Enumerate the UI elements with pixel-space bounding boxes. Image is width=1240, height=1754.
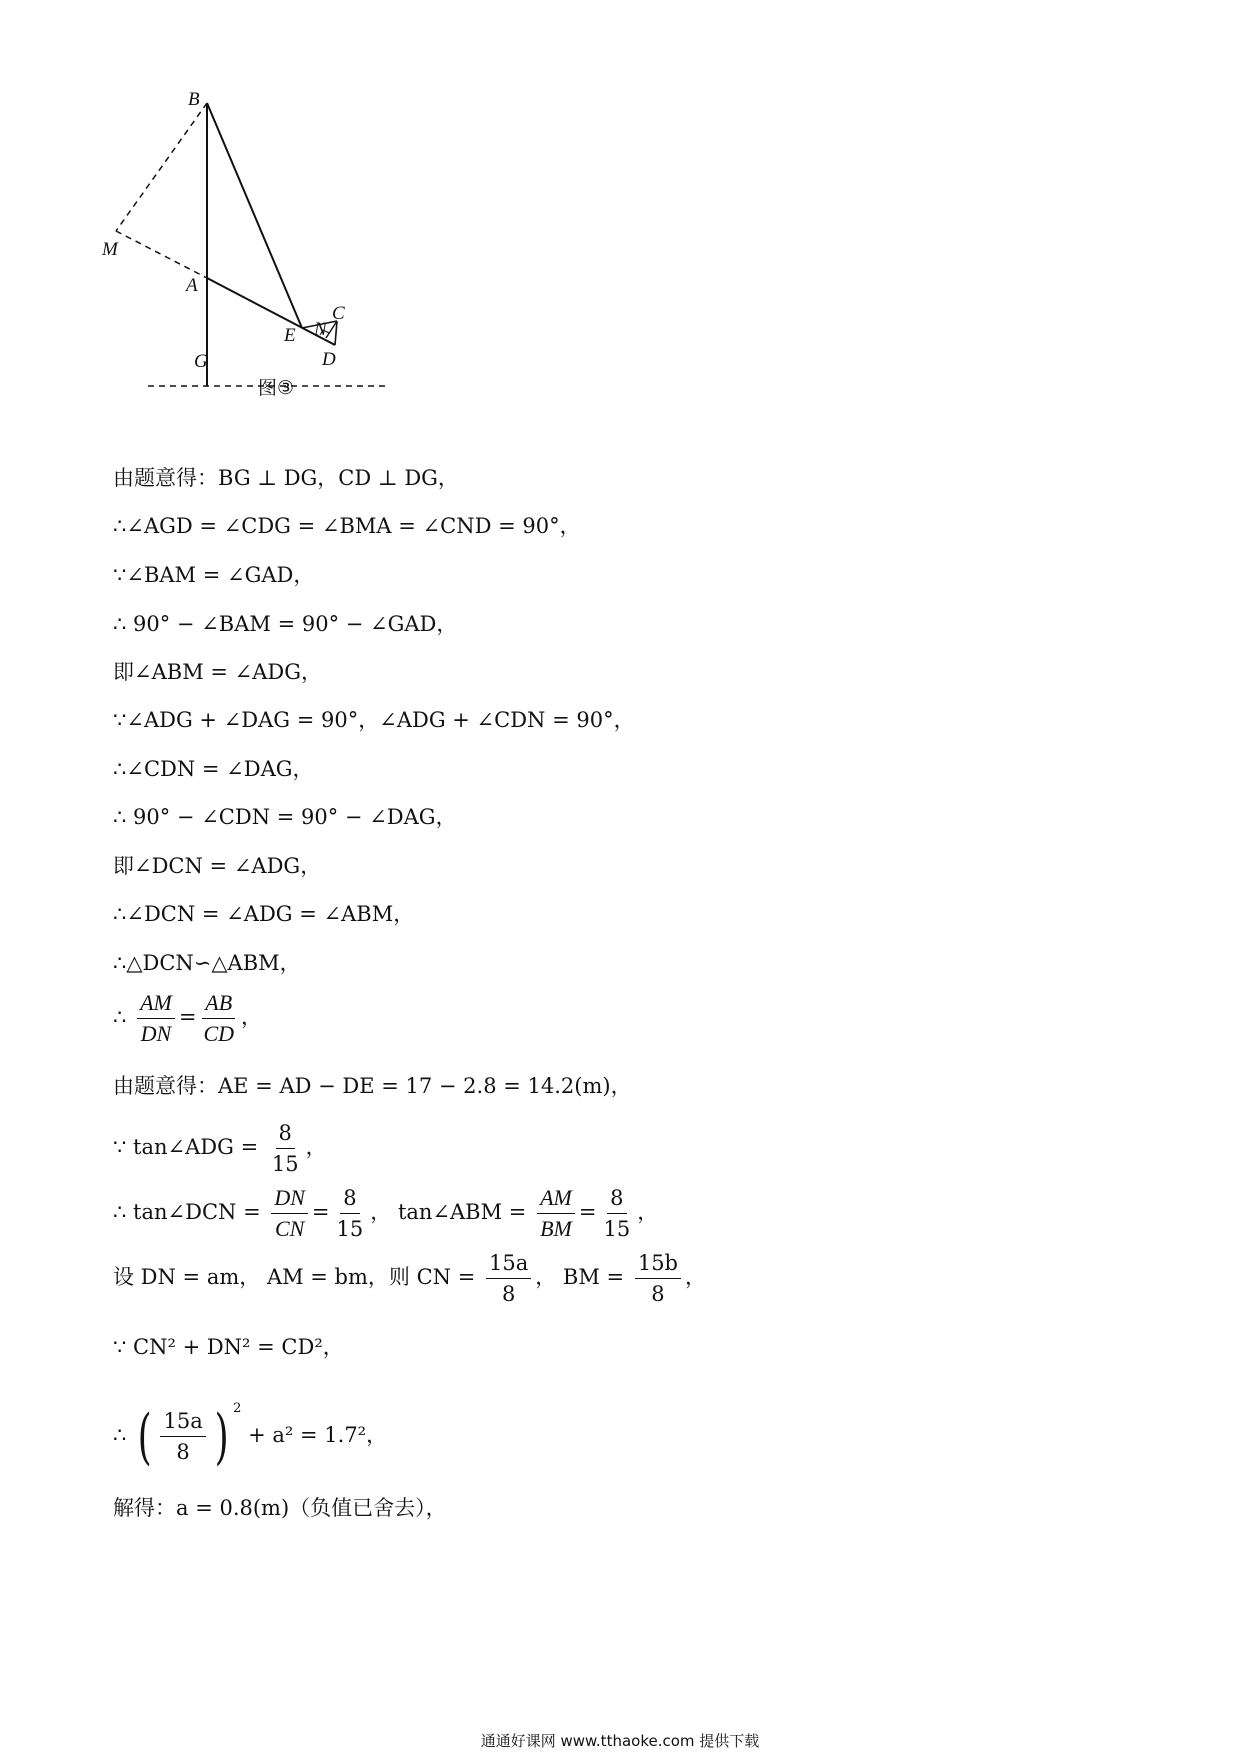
fraction-am-dn — [137, 990, 175, 1047]
fraction-ab-cd — [200, 990, 237, 1047]
segment-bm — [116, 103, 207, 231]
set-prefix: 设 DN = am， AM = bm，则 CN = — [113, 1265, 476, 1289]
label-n: N — [314, 319, 327, 340]
fraction-15b-8 — [635, 1250, 681, 1307]
denominator: 8 — [501, 1282, 516, 1306]
segment-be — [207, 103, 302, 328]
line-7: ∴∠CDN = ∠DAG， — [113, 757, 314, 781]
numerator: 8 — [276, 1120, 295, 1149]
eq-prefix: ∴ — [113, 1423, 127, 1447]
denominator: 15 — [271, 1152, 299, 1176]
fraction-15a-8 — [486, 1250, 531, 1307]
denominator: BM — [540, 1216, 572, 1241]
eq-rest: + a² = 1.7²， — [248, 1423, 388, 1447]
line-6: ∵∠ADG + ∠DAG = 90°，∠ADG + ∠CDN = 90°， — [113, 708, 635, 732]
pythagoras-line: ∵ CN² + DN² = CD²， — [113, 1335, 344, 1359]
geometry-figure — [100, 89, 460, 445]
line-10: ∴∠DCN = ∠ADG = ∠ABM， — [113, 902, 415, 926]
line-2: ∴∠AGD = ∠CDG = ∠BMA = ∠CND = 90°， — [113, 514, 581, 538]
denominator: 8 — [651, 1282, 665, 1306]
denominator: 15 — [336, 1217, 364, 1241]
numerator: 15a — [160, 1408, 205, 1437]
tan2-suffix: ， — [637, 1200, 659, 1224]
denominator: CN — [274, 1216, 305, 1241]
set-suffix: ， — [685, 1265, 706, 1289]
line-9: 即∠DCN = ∠ADG， — [113, 854, 322, 878]
line-11: ∴△DCN∽△ABM， — [113, 951, 301, 975]
tan2-mid: ， tan∠ABM = — [370, 1200, 527, 1224]
fraction-dn-cn — [271, 1185, 308, 1242]
line-8: ∴ 90° − ∠CDN = 90° − ∠DAG， — [113, 805, 457, 829]
label-a: A — [186, 275, 198, 296]
numerator: AB — [202, 990, 235, 1019]
label-b: B — [188, 89, 200, 110]
fraction-am-bm — [537, 1185, 575, 1242]
figure-caption: 图③ — [258, 377, 295, 399]
line-3: ∵∠BAM = ∠GAD， — [113, 563, 315, 587]
label-m: M — [102, 239, 118, 260]
tan-suffix: ， — [305, 1135, 327, 1159]
line-4: ∴ 90° − ∠BAM = 90° − ∠GAD， — [113, 612, 458, 636]
denominator: DN — [140, 1021, 172, 1046]
solve-line: 解得：a = 0.8(m)（负值已舍去）， — [113, 1496, 447, 1520]
numerator: AM — [537, 1185, 575, 1214]
fraction-15a-8 — [160, 1408, 205, 1465]
figure-svg — [100, 89, 460, 445]
fraction-8-15 — [334, 1185, 367, 1242]
segment-ma — [116, 231, 207, 278]
set-line — [113, 1250, 706, 1307]
footer: 通通好课网 www.tthaoke.com 提供下载 — [480, 1732, 760, 1750]
ratio-line: ∴ $\frac{AM}{DN}$ = $\frac{AB}{CD}$ ， — [113, 990, 262, 1046]
denominator: 15 — [603, 1217, 631, 1241]
numerator: DN — [271, 1185, 308, 1214]
equation-line — [113, 1395, 388, 1472]
numerator: 15a — [486, 1250, 531, 1279]
label-c: C — [332, 303, 345, 324]
right-paren: ) — [214, 1401, 229, 1472]
ratio-prefix: ∴ — [113, 1005, 127, 1029]
denominator: 8 — [176, 1440, 190, 1464]
equals: = — [311, 1200, 330, 1224]
equals: = — [578, 1200, 597, 1224]
tan-prefix: ∵ tan∠ADG = — [113, 1135, 259, 1159]
numerator: 8 — [607, 1185, 626, 1214]
denominator: CD — [203, 1021, 234, 1046]
numerator: AM — [137, 990, 175, 1019]
set-mid: ， BM = — [535, 1265, 625, 1289]
ratio-suffix: ， — [241, 1005, 262, 1029]
exponent: 2 — [233, 1401, 242, 1416]
numerator: 8 — [340, 1185, 359, 1214]
tan2-prefix: ∴ tan∠DCN = — [113, 1200, 261, 1224]
line-1: 由题意得：BG ⊥ DG，CD ⊥ DG， — [113, 466, 459, 490]
label-g: G — [194, 351, 208, 372]
line-5: 即∠ABM = ∠ADG， — [113, 660, 323, 684]
left-paren: ( — [137, 1401, 152, 1472]
tan-line — [113, 1120, 327, 1177]
label-d: D — [322, 349, 336, 370]
tan2-line — [113, 1185, 658, 1242]
fraction-8-15 — [600, 1185, 633, 1242]
numerator: 15b — [635, 1250, 681, 1279]
ae-line: 由题意得：AE = AD − DE = 17 − 2.8 = 14.2(m)， — [113, 1074, 632, 1098]
label-e: E — [284, 325, 296, 346]
fraction-8-15 — [269, 1120, 302, 1177]
